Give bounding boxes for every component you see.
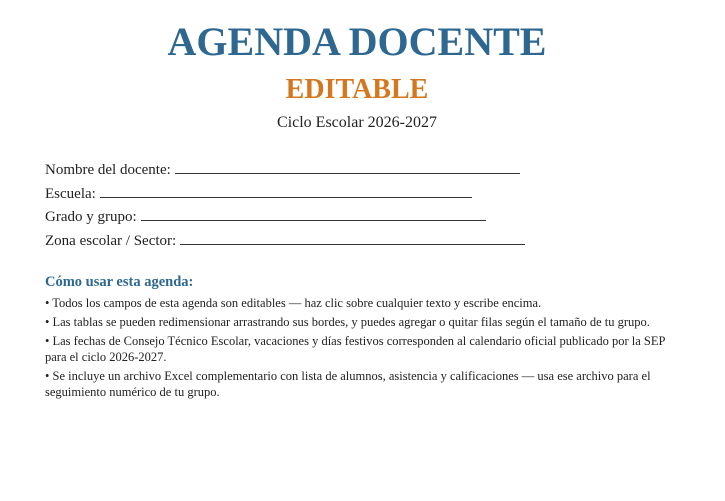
field-grade-group: [45, 206, 685, 230]
teacher-name-input[interactable]: [175, 161, 520, 174]
field-label: Escuela:: [45, 185, 96, 202]
school-year[interactable]: Ciclo Escolar 2026-2027: [277, 114, 437, 131]
instruction-item[interactable]: • Las fechas de Consejo Técnico Escolar, vacaciones y días festivos corresponden al calendario oficial publicado por la SEP para el ciclo 2026-2027.: [45, 334, 665, 364]
instructions-heading[interactable]: Cómo usar esta agenda:: [45, 274, 194, 290]
instruction-item[interactable]: • Se incluye un archivo Excel complementario con lista de alumnos, asistencia y calificaciones — usa ese archivo para el seguimiento numérico de tu grupo.: [45, 369, 651, 399]
field-label: Grado y grupo:: [45, 209, 137, 226]
document-title[interactable]: AGENDA DOCENTE: [167, 19, 547, 64]
school-input[interactable]: [100, 185, 472, 198]
field-teacher-name: [45, 159, 685, 183]
field-school-zone: [45, 230, 685, 254]
field-school: [45, 183, 685, 207]
field-label: Nombre del docente:: [45, 162, 171, 178]
document-subtitle[interactable]: EDITABLE: [285, 74, 429, 105]
instructions-section: [45, 273, 675, 403]
teacher-info-fields: [45, 159, 685, 254]
grade-group-input[interactable]: [141, 208, 486, 221]
instruction-item[interactable]: • Todos los campos de esta agenda son editables — haz clic sobre cualquier texto y escribe encima.: [45, 296, 542, 310]
school-zone-input[interactable]: [180, 232, 525, 245]
field-label: Zona escolar / Sector:: [45, 233, 177, 250]
instructions-list: [45, 295, 675, 400]
instruction-item[interactable]: • Las tablas se pueden redimensionar arrastrando sus bordes, y puedes agregar o quitar filas según el tamaño de tu grupo.: [45, 315, 650, 329]
